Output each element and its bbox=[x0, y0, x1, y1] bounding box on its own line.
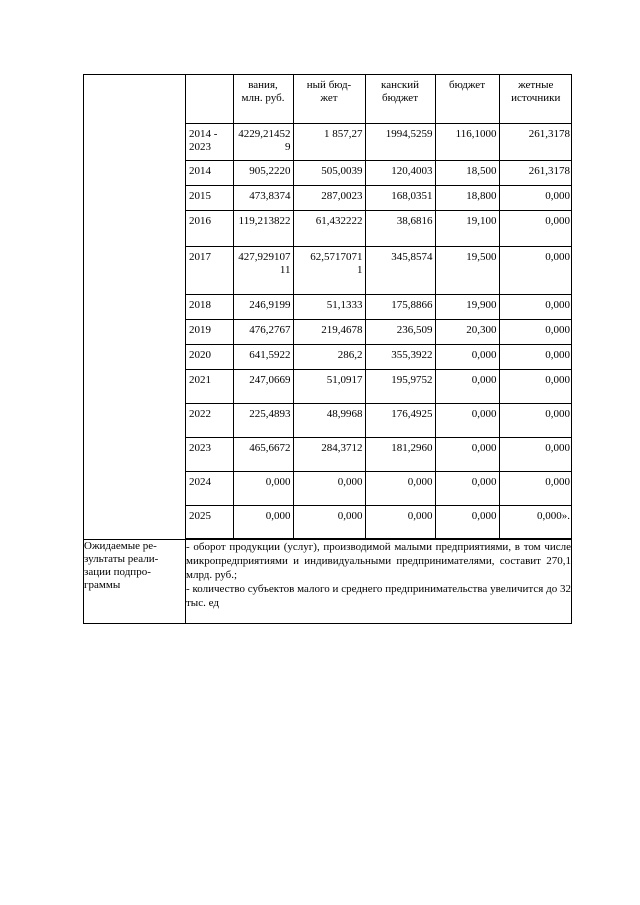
table-row bbox=[186, 505, 572, 538]
table-cell-other: 261,3178 bbox=[499, 160, 572, 185]
table-cell-other: 0,000 bbox=[499, 403, 572, 437]
funding-label-cell bbox=[84, 75, 186, 540]
table-cell-regional: 175,8866 bbox=[365, 294, 435, 319]
table-cell-total: 905,2220 bbox=[233, 160, 293, 185]
header-cell-total: вания, млн. руб. bbox=[233, 75, 293, 123]
table-cell-regional: 345,8574 bbox=[365, 246, 435, 294]
table-row bbox=[186, 344, 572, 369]
table-cell-other: 0,000 bbox=[499, 369, 572, 403]
table-cell-federal: 1 857,27 bbox=[293, 123, 365, 160]
table-cell-year: 2020 bbox=[186, 344, 233, 369]
table-cell-local: 116,1000 bbox=[435, 123, 499, 160]
table-cell-federal: 286,2 bbox=[293, 344, 365, 369]
header-cell-federal: ный бюд- жет bbox=[293, 75, 365, 123]
table-cell-total: 246,9199 bbox=[233, 294, 293, 319]
table-cell-total: 247,0669 bbox=[233, 369, 293, 403]
table-row bbox=[186, 294, 572, 319]
table-cell-regional: 236,509 bbox=[365, 319, 435, 344]
table-cell-year: 2022 bbox=[186, 403, 233, 437]
table-cell-year: 2017 bbox=[186, 246, 233, 294]
result-item: - оборот продукции (услуг), производимой малыми предприятиями, в том числе микропредприятиями и индивидуальными предпринимателями, составит 270,1 млрд. руб.; bbox=[186, 540, 571, 581]
subprogram-passport-table bbox=[83, 74, 572, 624]
table-cell-other: 0,000 bbox=[499, 246, 572, 294]
funding-table bbox=[186, 75, 572, 539]
header-cell-local: бюджет bbox=[435, 75, 499, 123]
table-cell-other: 0,000 bbox=[499, 294, 572, 319]
table-cell-total: 465,6672 bbox=[233, 437, 293, 471]
table-cell-total: 476,2767 bbox=[233, 319, 293, 344]
table-cell-regional: 195,9752 bbox=[365, 369, 435, 403]
table-cell-other: 261,3178 bbox=[499, 123, 572, 160]
table-cell-local: 0,000 bbox=[435, 505, 499, 538]
table-cell-year: 2023 bbox=[186, 437, 233, 471]
table-cell-year: 2018 bbox=[186, 294, 233, 319]
table-cell-other: 0,000 bbox=[499, 185, 572, 210]
table-cell-federal: 219,4678 bbox=[293, 319, 365, 344]
table-cell-year: 2014 bbox=[186, 160, 233, 185]
table-cell-year: 2019 bbox=[186, 319, 233, 344]
table-row bbox=[186, 210, 572, 246]
table-cell-local: 0,000 bbox=[435, 369, 499, 403]
table-row bbox=[186, 185, 572, 210]
table-cell-federal: 0,000 bbox=[293, 505, 365, 538]
table-row bbox=[186, 246, 572, 294]
table-cell-year: 2021 bbox=[186, 369, 233, 403]
table-cell-total: 427,929107 11 bbox=[233, 246, 293, 294]
table-cell-local: 0,000 bbox=[435, 471, 499, 505]
table-cell-local: 18,500 bbox=[435, 160, 499, 185]
table-cell-local: 20,300 bbox=[435, 319, 499, 344]
table-cell-year: 2016 bbox=[186, 210, 233, 246]
table-cell-local: 19,900 bbox=[435, 294, 499, 319]
table-row bbox=[186, 123, 572, 160]
table-cell-regional: 168,0351 bbox=[365, 185, 435, 210]
table-cell-other: 0,000 bbox=[499, 471, 572, 505]
table-cell-regional: 181,2960 bbox=[365, 437, 435, 471]
table-cell-federal: 48,9968 bbox=[293, 403, 365, 437]
funding-table-cell bbox=[186, 75, 572, 540]
header-cell-other: жетные источники bbox=[499, 75, 572, 123]
table-cell-year: 2014 - 2023 bbox=[186, 123, 233, 160]
table-cell-regional: 1994,5259 bbox=[365, 123, 435, 160]
table-row bbox=[186, 319, 572, 344]
table-cell-total: 225,4893 bbox=[233, 403, 293, 437]
table-cell-regional: 355,3922 bbox=[365, 344, 435, 369]
results-row bbox=[84, 539, 572, 623]
header-row bbox=[186, 75, 572, 123]
table-row bbox=[186, 369, 572, 403]
table-cell-other: 0,000 bbox=[499, 344, 572, 369]
table-cell-regional: 0,000 bbox=[365, 471, 435, 505]
table-cell-total: 4229,21452 9 bbox=[233, 123, 293, 160]
table-row bbox=[186, 403, 572, 437]
table-cell-federal: 505,0039 bbox=[293, 160, 365, 185]
table-cell-local: 19,100 bbox=[435, 210, 499, 246]
results-text bbox=[186, 539, 572, 623]
table-cell-total: 641,5922 bbox=[233, 344, 293, 369]
table-cell-regional: 176,4925 bbox=[365, 403, 435, 437]
table-cell-federal: 287,0023 bbox=[293, 185, 365, 210]
result-item: - количество субъектов малого и среднего предпринимательства увеличится до 32 тыс. ед bbox=[186, 582, 571, 609]
table-cell-total: 119,213822 bbox=[233, 210, 293, 246]
table-cell-year: 2025 bbox=[186, 505, 233, 538]
table-cell-local: 0,000 bbox=[435, 437, 499, 471]
table-cell-other: 0,000 bbox=[499, 210, 572, 246]
table-cell-regional: 38,6816 bbox=[365, 210, 435, 246]
table-cell-year: 2024 bbox=[186, 471, 233, 505]
results-label: Ожидаемые ре- зультаты реали- зации подпро- граммы bbox=[84, 539, 186, 623]
table-cell-local: 0,000 bbox=[435, 344, 499, 369]
table-cell-federal: 62,5717071 1 bbox=[293, 246, 365, 294]
table-cell-other: 0,000». bbox=[499, 505, 572, 538]
table-cell-other: 0,000 bbox=[499, 437, 572, 471]
table-row bbox=[186, 471, 572, 505]
funding-row bbox=[84, 75, 572, 540]
table-cell-total: 0,000 bbox=[233, 471, 293, 505]
table-cell-regional: 0,000 bbox=[365, 505, 435, 538]
table-cell-federal: 284,3712 bbox=[293, 437, 365, 471]
table-cell-year: 2015 bbox=[186, 185, 233, 210]
table-cell-federal: 61,432222 bbox=[293, 210, 365, 246]
table-row bbox=[186, 437, 572, 471]
table-cell-local: 0,000 bbox=[435, 403, 499, 437]
table-row bbox=[186, 160, 572, 185]
table-cell-local: 18,800 bbox=[435, 185, 499, 210]
table-cell-federal: 51,0917 bbox=[293, 369, 365, 403]
table-cell-total: 473,8374 bbox=[233, 185, 293, 210]
header-cell-regional: канский бюджет bbox=[365, 75, 435, 123]
table-cell-federal: 0,000 bbox=[293, 471, 365, 505]
table-cell-total: 0,000 bbox=[233, 505, 293, 538]
table-cell-other: 0,000 bbox=[499, 319, 572, 344]
header-cell-year bbox=[186, 75, 233, 123]
table-cell-regional: 120,4003 bbox=[365, 160, 435, 185]
table-cell-local: 19,500 bbox=[435, 246, 499, 294]
table-cell-federal: 51,1333 bbox=[293, 294, 365, 319]
